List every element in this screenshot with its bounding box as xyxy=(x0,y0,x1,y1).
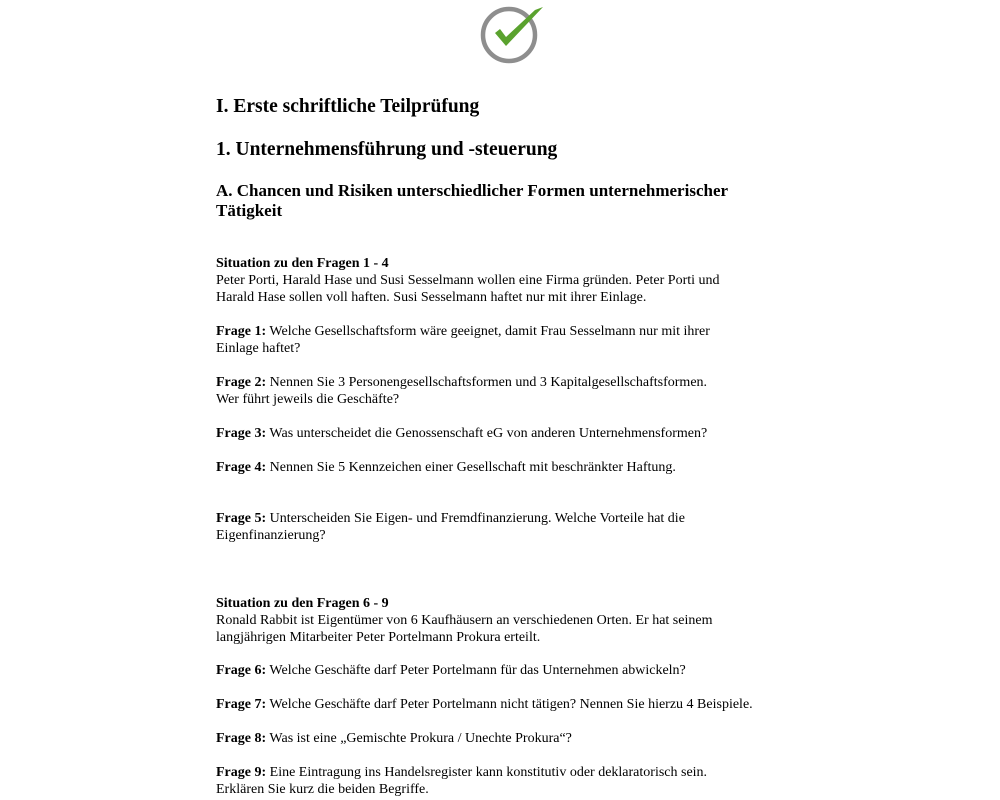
question-4-line1: Nennen Sie 5 Kennzeichen einer Gesellschaft mit beschränkter Haftung. xyxy=(269,460,676,475)
checkmark-icon xyxy=(475,2,547,64)
part-heading: I. Erste schriftliche Teilprüfung xyxy=(216,96,480,117)
question-9-label: Frage 9: xyxy=(216,765,267,780)
subsection-heading-line1: A. Chancen und Risiken unterschiedlicher Formen unternehmerischer xyxy=(216,181,729,200)
subsection-heading-line2: Tätigkeit xyxy=(216,201,283,220)
question-3 xyxy=(216,425,816,442)
question-5-line1: Unterscheiden Sie Eigen- und Fremdfinanzierung. Welche Vorteile hat die xyxy=(269,511,685,526)
question-3-label: Frage 3: xyxy=(216,426,267,441)
subsection-heading xyxy=(216,181,776,221)
question-1-label: Frage 1: xyxy=(216,324,267,339)
situation-2-title: Situation zu den Fragen 6 - 9 xyxy=(216,596,389,611)
question-4 xyxy=(216,459,816,476)
question-6 xyxy=(216,662,816,679)
question-3-line1: Was unterscheidet die Genossenschaft eG von anderen Unternehmensformen? xyxy=(269,426,708,441)
situation-1-line2: Harald Hase sollen voll haften. Susi Sesselmann haftet nur mit ihrer Einlage. xyxy=(216,290,647,305)
question-2-line2: Wer führt jeweils die Geschäfte? xyxy=(216,392,400,407)
question-7-line1: Welche Geschäfte darf Peter Portelmann nicht tätigen? Nennen Sie hierzu 4 Beispiele. xyxy=(269,697,753,712)
question-8 xyxy=(216,730,816,747)
question-1-line2: Einlage haftet? xyxy=(216,341,301,356)
question-7-label: Frage 7: xyxy=(216,697,267,712)
question-5 xyxy=(216,510,816,544)
question-2 xyxy=(216,374,816,408)
situation-2 xyxy=(216,595,816,646)
situation-2-line1: Ronald Rabbit ist Eigentümer von 6 Kaufhäusern an verschiedenen Orten. Er hat seinem xyxy=(216,613,713,628)
situation-2-line2: langjährigen Mitarbeiter Peter Portelmann Prokura erteilt. xyxy=(216,630,541,645)
question-2-label: Frage 2: xyxy=(216,375,267,390)
question-5-label: Frage 5: xyxy=(216,511,267,526)
question-2-line1: Nennen Sie 3 Personengesellschaftsformen und 3 Kapitalgesellschaftsformen. xyxy=(269,375,708,390)
situation-1-title: Situation zu den Fragen 1 - 4 xyxy=(216,256,389,271)
situation-1 xyxy=(216,255,816,306)
question-7 xyxy=(216,696,816,713)
question-8-label: Frage 8: xyxy=(216,731,267,746)
question-6-line1: Welche Geschäfte darf Peter Portelmann für das Unternehmen abwickeln? xyxy=(269,663,686,678)
section-heading: 1. Unternehmensführung und -steuerung xyxy=(216,139,558,160)
question-5-line2: Eigenfinanzierung? xyxy=(216,528,326,543)
question-1 xyxy=(216,323,816,357)
question-1-line1: Welche Gesellschaftsform wäre geeignet, damit Frau Sesselmann nur mit ihrer xyxy=(269,324,710,339)
question-9-line2: Erklären Sie kurz die beiden Begriffe. xyxy=(216,782,429,797)
question-9-line1: Eine Eintragung ins Handelsregister kann konstitutiv oder deklaratorisch sein. xyxy=(269,765,708,780)
question-6-label: Frage 6: xyxy=(216,663,267,678)
situation-1-line1: Peter Porti, Harald Hase und Susi Sesselmann wollen eine Firma gründen. Peter Porti und xyxy=(216,273,720,288)
question-4-label: Frage 4: xyxy=(216,460,267,475)
question-9 xyxy=(216,764,816,798)
question-8-line1: Was ist eine „Gemischte Prokura / Unechte Prokura“? xyxy=(269,731,572,746)
